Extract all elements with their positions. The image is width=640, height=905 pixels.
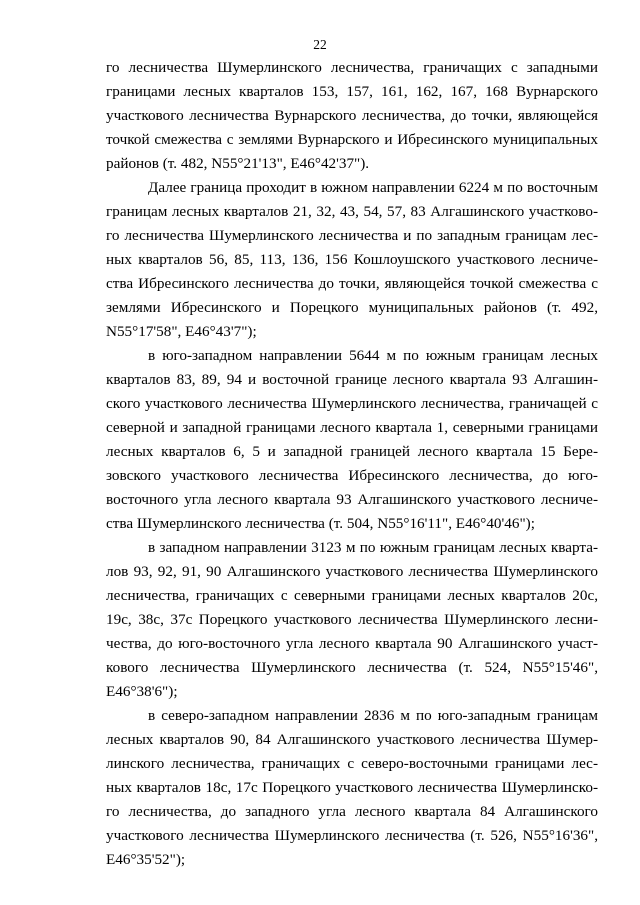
paragraph-continuation: го лесничества Шумерлинского лесничества, граничащих с западными границами лесных кварталов 153, 157, 161, 162, 167, 168 Вурнарского участкового лесничества Вурнарского лесничества, до точки, являющейся точкой смежества с землями Вурнарского и Ибресинского муниципальных районов (т. 482, N55°21'13", E46°42'37"). <box>106 59 598 172</box>
paragraph-border-southwest: в юго-западном направлении 5644 м по южным границам лесных кварталов 83, 89, 94 и восточной границе лесного квартала 93 Алгашинского участкового лесничества Шумерлинского лесничества, граничащей с северной и западной границами лесного квартала 1, северными границами лесных кварталов 6, 5 и западной границей лесного квартала 15 Березовского участкового лесничества Ибресинского лесничества, до юго-восточного угла лесного квартала 93 Алгашинского участкового лесничества Шумерлинского лесничества (т. 504, N55°16'11", E46°40'46"); <box>106 347 598 532</box>
page-body <box>106 56 598 872</box>
paragraph-border-west: в западном направлении 3123 м по южным границам лесных кварталов 93, 92, 91, 90 Алгашинского участкового лесничества Шумерлинского лесничества, граничащих с северными границами лесных кварталов 20с, 19с, 38с, 37с Порецкого участкового лесничества Шумерлинского лесничества, до юго-восточного угла лесного квартала 90 Алгашинского участкового лесничества Шумерлинского лесничества (т. 524, N55°15'46", E46°38'6"); <box>106 539 598 700</box>
paragraph-border-northwest: в северо-западном направлении 2836 м по юго-западным границам лесных кварталов 90, 84 Алгашинского участкового лесничества Шумерлинского лесничества, граничащих с северо-восточными границами лесных кварталов 18с, 17с Порецкого участкового лесничества Шумерлинского лесничества, до западного угла лесного квартала 84 Алгашинского участкового лесничества Шумерлинского лесничества (т. 526, N55°16'36", E46°35'52"); <box>106 707 598 868</box>
paragraph-border-south: Далее граница проходит в южном направлении 6224 м по восточным границам лесных кварталов 21, 32, 43, 54, 57, 83 Алгашинского участкового лесничества Шумерлинского лесничества и по западным границам лесных кварталов 56, 85, 113, 136, 156 Кошлоушского участкового лесничества Ибресинского лесничества до точки, являющейся точкой смежества с землями Ибресинского и Порецкого муниципальных районов (т. 492, N55°17'58", E46°43'7"); <box>106 179 598 340</box>
page-number: 22 <box>313 37 327 52</box>
